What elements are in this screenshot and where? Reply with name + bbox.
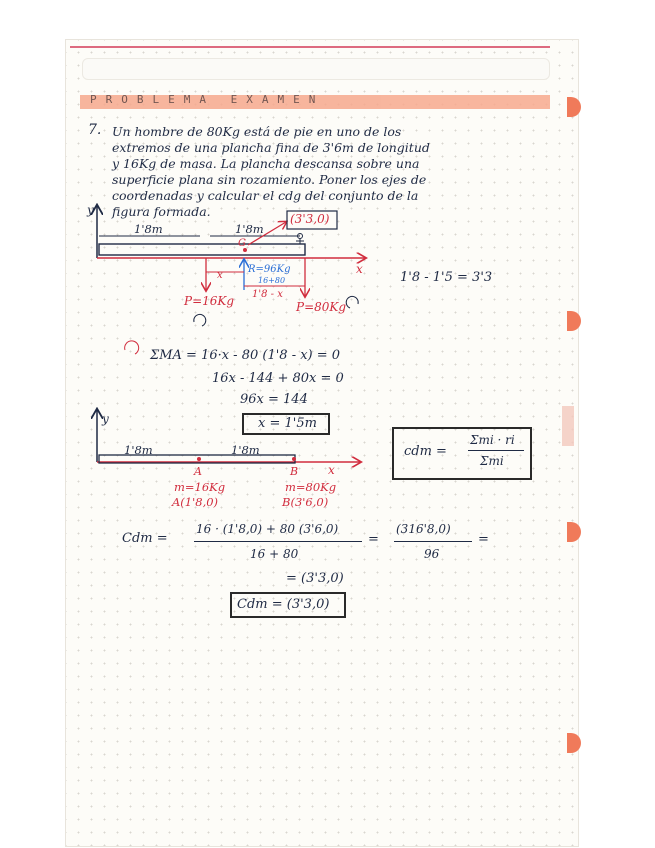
calc-lhs: Cdm = bbox=[122, 531, 168, 546]
fig2-y-label: y bbox=[102, 412, 109, 426]
problem-line-3: y 16Kg de masa. La plancha descansa sobre una bbox=[112, 156, 420, 171]
moment-equation: ΣMA = 16·x - 80 (1'8 - x) = 0 bbox=[150, 348, 341, 363]
equation-step-1: 16x - 144 + 80x = 0 bbox=[212, 371, 344, 386]
page-title: PROBLEMA EXAMEN bbox=[90, 93, 325, 106]
fig1-seg-right-label: 1'8m bbox=[235, 222, 264, 236]
fig1-x-label: x bbox=[217, 270, 223, 281]
equation-result: x = 1'5m bbox=[258, 416, 317, 431]
man-icon-body bbox=[296, 238, 304, 244]
fig1-p-right-label: P=80Kg bbox=[296, 300, 347, 314]
calc-denominator: 16 + 80 bbox=[250, 547, 299, 561]
problem-number: 7. bbox=[88, 122, 102, 138]
formula-left: cdm = bbox=[404, 444, 447, 459]
fig1-r-sub: 16+80 bbox=[258, 276, 286, 285]
calc-frac2-bar bbox=[394, 541, 472, 542]
fig2-mass-b: m=80Kg bbox=[285, 480, 337, 494]
rotation-ccw-icon bbox=[194, 314, 206, 326]
fig1-x-axis-label: x bbox=[356, 262, 363, 276]
fig1-p-left-label: P=16Kg bbox=[184, 294, 235, 308]
calc-frac2-denominator: 96 bbox=[424, 547, 440, 561]
formula-fraction-bar bbox=[468, 450, 524, 451]
fig2-coord-a: A(1'8,0) bbox=[172, 495, 219, 509]
calc-line-2: = (3'3,0) bbox=[286, 571, 344, 586]
formula-denominator: Σmi bbox=[480, 454, 504, 468]
problem-line-1: Un hombre de 80Kg está de pie en uno de los bbox=[112, 124, 402, 139]
fig2-point-a-label: A bbox=[194, 465, 202, 478]
fig1-result-label: (3'3,0) bbox=[290, 212, 330, 226]
fig2-point-a bbox=[197, 457, 201, 461]
fig2-seg-left-label: 1'8m bbox=[124, 443, 153, 457]
calc-equals-1: = bbox=[368, 532, 379, 547]
formula-numerator: Σmi · ri bbox=[470, 433, 515, 447]
calc-equals-2: = bbox=[478, 532, 489, 547]
moment-sign-icon bbox=[125, 341, 139, 354]
calc-numerator: 16 · (1'8,0) + 80 (3'6,0) bbox=[196, 522, 339, 536]
calc-frac2-numerator: (316'8,0) bbox=[396, 522, 451, 536]
fig1-seg-left-label: 1'8m bbox=[134, 222, 163, 236]
rotation-cw-icon bbox=[346, 296, 358, 308]
fig1-dist-label: 1'8 - x bbox=[252, 289, 283, 300]
fig2-coord-b: B(3'6,0) bbox=[282, 495, 329, 509]
fig1-r-label: R=96Kg bbox=[248, 264, 291, 275]
side-calculation: 1'8 - 1'5 = 3'3 bbox=[400, 270, 493, 285]
calc-fraction-bar bbox=[194, 541, 362, 542]
final-result: Cdm = (3'3,0) bbox=[237, 597, 330, 612]
fig2-seg-right-label: 1'8m bbox=[231, 443, 260, 457]
problem-line-2: extremos de una plancha fina de 3'6m de longitud bbox=[112, 140, 430, 155]
fig1-y-label: y bbox=[87, 203, 94, 217]
result-box bbox=[242, 413, 330, 435]
problem-line-6: figura formada. bbox=[112, 204, 211, 219]
fig2-mass-a: m=16Kg bbox=[174, 480, 226, 494]
problem-line-5: coordenadas y calcular el cdg del conjunto de la bbox=[112, 188, 419, 203]
fig1-plank bbox=[99, 244, 305, 255]
final-result-box bbox=[230, 592, 346, 618]
fig2-point-b bbox=[292, 457, 296, 461]
problem-line-4: superficie plana sin rozamiento. Poner los ejes de bbox=[112, 172, 427, 187]
fig2-point-b-label: B bbox=[290, 465, 299, 478]
fig1-g-label: G bbox=[238, 238, 246, 249]
cdm-formula-box bbox=[392, 427, 532, 480]
fig2-x-axis-label: x bbox=[328, 463, 335, 477]
equation-step-2: 96x = 144 bbox=[240, 392, 308, 407]
